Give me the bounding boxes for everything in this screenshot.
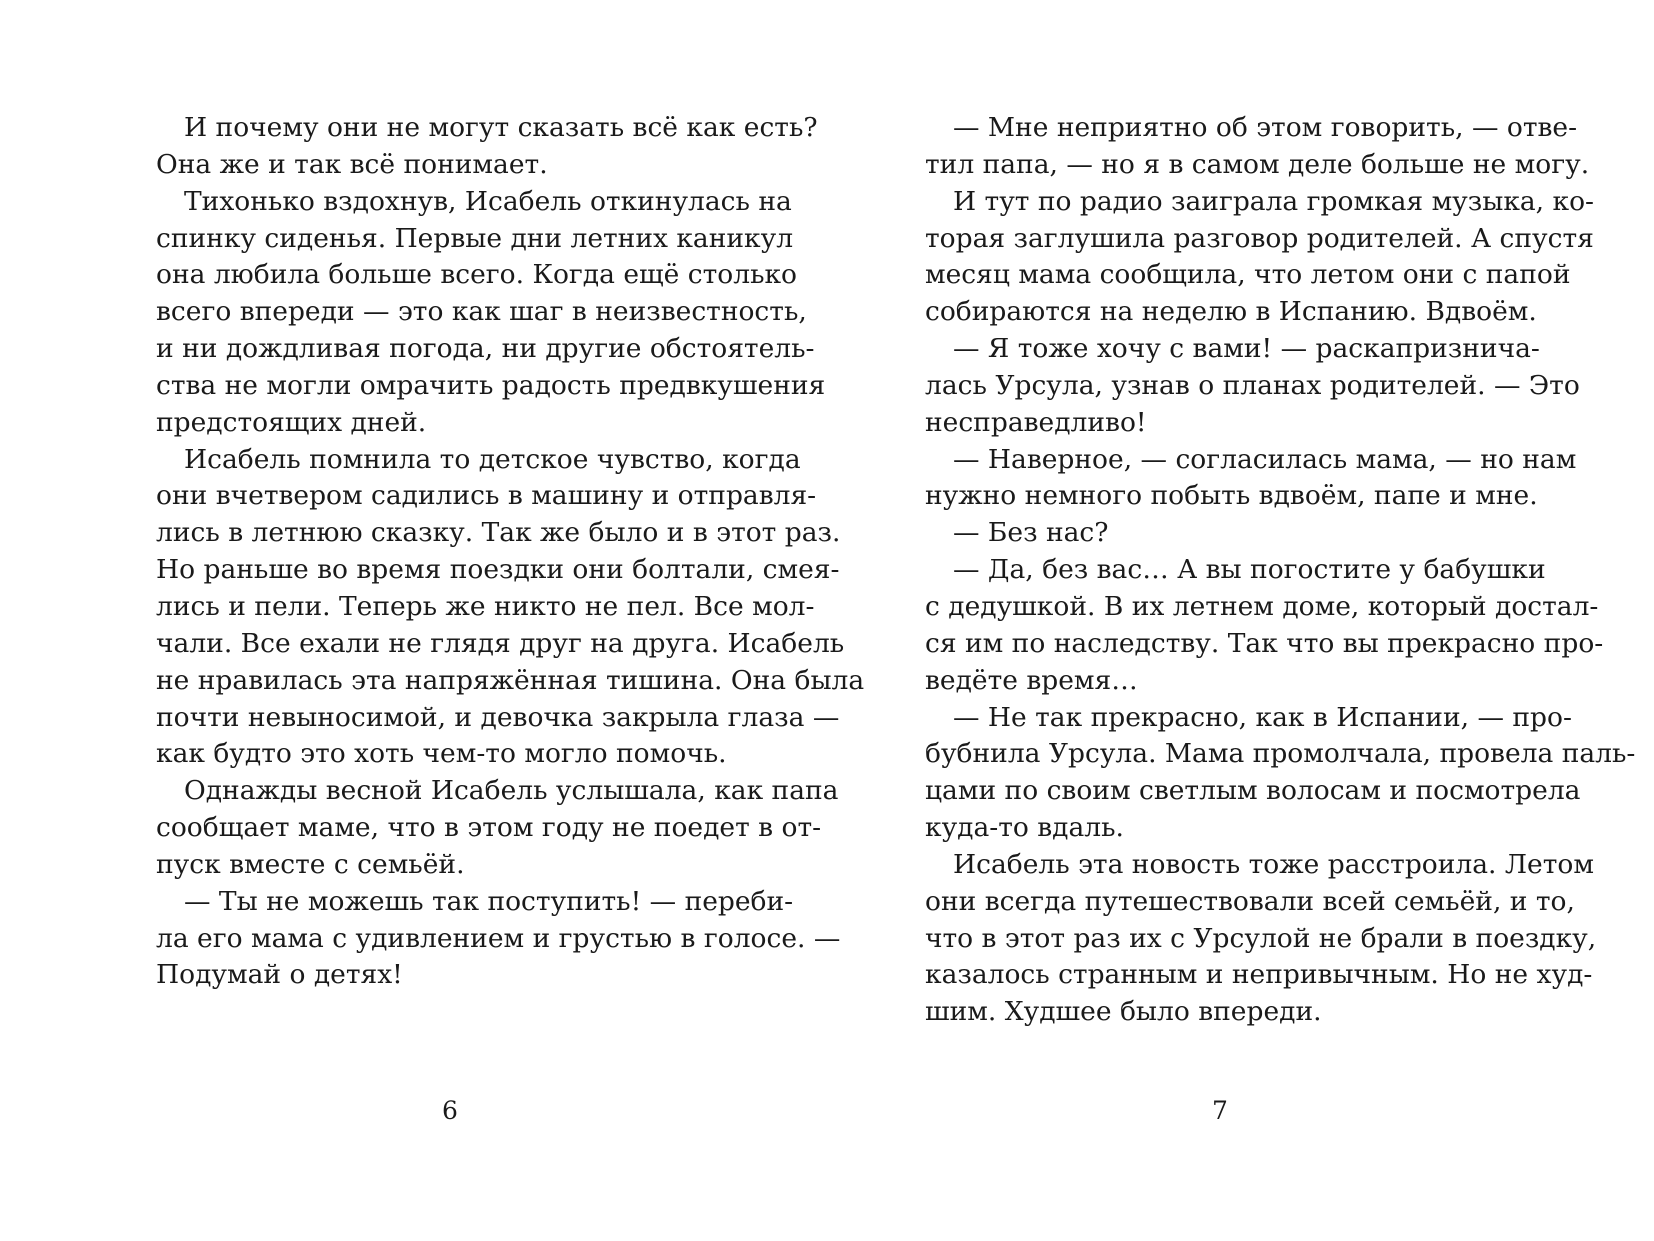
text-line: — Мне неприятно об этом говорить, — отве- [953,112,1578,143]
text-line: с дедушкой. В их летнем доме, который достал- [925,590,1599,622]
text-line: тил папа, — но я в самом деле больше не могу. [925,148,1590,180]
text-line: — Да, без вас… А вы погостите у бабушки [953,554,1546,586]
text-line: собираются на неделю в Испанию. Вдвоём. [925,296,1537,328]
left-page [156,110,865,994]
text-line: лись в летнюю сказку. Так же было и в этот раз. [156,517,841,549]
page-number-right: 7 [1212,1096,1228,1125]
text-line: — Ты не можешь так поступить! — переби- [184,885,794,917]
text-line: пуск вместе с семьёй. [156,848,465,880]
text-line: ся им по наследству. Так что вы прекрасно про- [925,627,1604,659]
page-number-left: 6 [442,1096,458,1125]
text-line: как будто это хоть чем-то могло помочь. [156,738,727,770]
text-line: казалось странным и непривычным. Но не худ- [925,959,1593,991]
text-line: она любила больше всего. Когда ещё столько [156,259,798,291]
text-line: Она же и так всё понимает. [156,148,548,180]
text-line: бубнила Урсула. Мама промолчала, провела паль- [925,738,1636,770]
text-line: они всегда путешествовали всей семьёй, и то, [925,885,1575,917]
text-line: лась Урсула, узнав о планах родителей. — Это [925,369,1580,401]
text-line: — Без нас? [953,517,1109,549]
text-line: ства не могли омрачить радость предвкушения [156,369,826,401]
text-line: — Наверное, — согласилась мама, — но нам [953,443,1577,475]
text-line: цами по своим светлым волосам и посмотрела [925,775,1581,807]
text-line: и ни дождливая погода, ни другие обстоятель- [156,333,815,365]
text-line: лись и пели. Теперь же никто не пел. Все мол- [156,590,815,622]
right-page-text [925,110,1636,1031]
text-line: И почему они не могут сказать всё как есть? [184,112,818,143]
text-line: ведёте время… [925,664,1138,696]
text-line: спинку сиденья. Первые дни летних каникул [156,222,794,254]
text-line: Исабель эта новость тоже расстроила. Летом [953,848,1594,880]
text-line: Исабель помнила то детское чувство, когда [184,443,801,475]
text-line: шим. Худшее было впереди. [925,996,1322,1028]
text-line: сообщает маме, что в этом году не поедет в от- [156,812,822,844]
text-line: — Я тоже хочу с вами! — раскапризнича- [953,333,1540,365]
text-line: почти невыносимой, и девочка закрыла глаза — [156,701,840,733]
text-line: Однажды весной Исабель услышала, как папа [184,775,839,807]
text-line: всего впереди — это как шаг в неизвестность, [156,296,807,328]
text-line: И тут по радио заиграла громкая музыка, ко- [953,185,1594,217]
text-line: не нравилась эта напряжённая тишина. Она была [156,664,865,696]
text-line: месяц мама сообщила, что летом они с папой [925,259,1571,291]
text-line: торая заглушила разговор родителей. А спустя [925,222,1594,254]
right-page [925,110,1636,1031]
text-line: чали. Все ехали не глядя друг на друга. Исабель [156,627,845,659]
text-line: что в этот раз их с Урсулой не брали в поездку, [925,922,1597,954]
text-line: Но раньше во время поездки они болтали, смея- [156,554,840,586]
left-page-text [156,110,865,994]
text-line: — Не так прекрасно, как в Испании, — про- [953,701,1572,733]
text-line: ла его мама с удивлением и грустью в голосе. — [156,922,841,954]
text-line: они вчетвером садились в машину и отправля- [156,480,817,512]
text-line: предстоящих дней. [156,406,427,438]
text-line: куда-то вдаль. [925,812,1124,844]
text-line: несправедливо! [925,406,1147,438]
text-line: нужно немного побыть вдвоём, папе и мне. [925,480,1538,512]
text-line: Тихонько вздохнув, Исабель откинулась на [184,185,792,217]
text-line: Подумай о детях! [156,959,403,991]
